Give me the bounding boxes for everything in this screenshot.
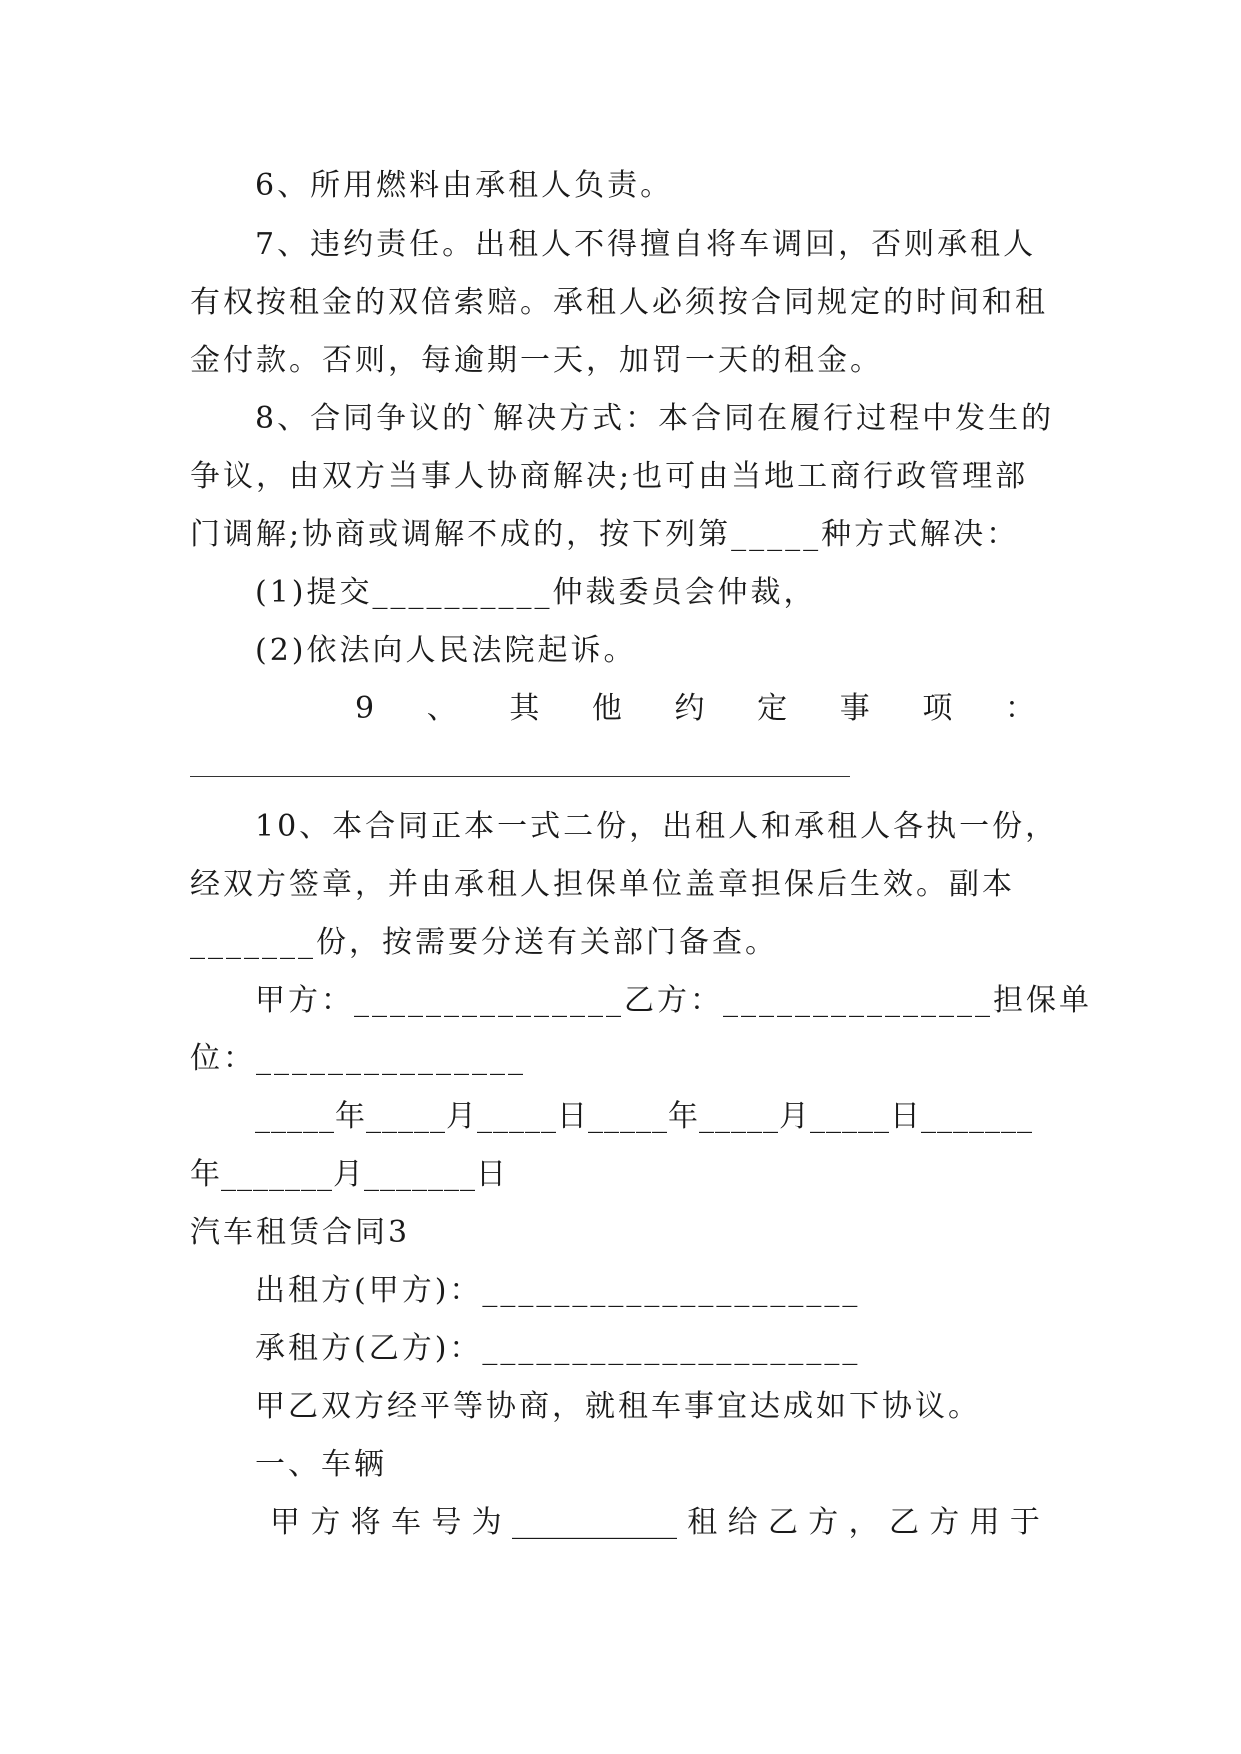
body-char: 租 <box>687 1505 718 1540</box>
body-char: 方 <box>310 1505 341 1540</box>
date-line-1: _____年_____月_____日_____年_____月_____日_______ <box>255 1099 1033 1134</box>
contract-3-title: 汽车租赁合同3 <box>190 1215 411 1250</box>
body-char: 号 <box>431 1505 462 1540</box>
clause-10-line-1: 10、本合同正本一式二份，出租人和承租人各执一份， <box>255 809 1059 844</box>
clause-8-line-3: 门调解;协商或调解不成的，按下列第_____种方式解决： <box>190 517 1020 552</box>
clause-9-heading <box>355 689 1035 729</box>
body-char: 方 <box>808 1505 839 1540</box>
clause-8-line-2: 争议，由双方当事人协商解决;也可由当地工商行政管理部 <box>190 459 1029 494</box>
body-char: 给 <box>727 1505 758 1540</box>
signature-line-2: 位：_______________ <box>190 1041 526 1076</box>
signature-line-1: 甲方：_______________乙方：_______________担保单 <box>255 983 1092 1018</box>
body-char: ， <box>848 1505 879 1540</box>
clause-9-char: 其 <box>509 691 540 726</box>
date-line-2: 年_______月_______日 <box>190 1157 507 1192</box>
section-1-body-line <box>270 1503 1040 1543</box>
clause-9-char: ： <box>1004 691 1035 726</box>
lessor-line: 出租方(甲方)：_____________________ <box>255 1273 861 1308</box>
clause-9-char: 约 <box>674 691 705 726</box>
clause-9-char: 他 <box>591 691 622 726</box>
body-blank: ___________ <box>511 1505 677 1540</box>
clause-7-line-1: 7、违约责任。出租人不得擅自将车调回，否则承租人 <box>255 227 1037 262</box>
clause-9-char: 事 <box>839 691 870 726</box>
clause-9-char: 项 <box>922 691 953 726</box>
body-char: 将 <box>350 1505 381 1540</box>
agreement-intro: 甲乙双方经平等协商，就租车事宜达成如下协议。 <box>255 1389 981 1424</box>
clause-7-line-2: 有权按租金的双倍索赔。承租人必须按合同规定的时间和租 <box>190 285 1048 320</box>
clause-9-char: 9 <box>355 691 375 726</box>
clause-8-line-1: 8、合同争议的`解决方式：本合同在履行过程中发生的 <box>255 401 1055 436</box>
body-char: 甲 <box>270 1505 300 1540</box>
clause-10-line-2: 经双方签章，并由承租人担保单位盖章担保后生效。副本 <box>190 867 1015 902</box>
clause-8-option-1: (1)提交__________仲裁委员会仲裁， <box>255 575 817 610</box>
body-char: 乙 <box>767 1505 798 1540</box>
clause-9-char: 、 <box>426 691 457 726</box>
body-char: 方 <box>929 1505 960 1540</box>
body-char: 车 <box>390 1505 421 1540</box>
clause-9-blank-line <box>190 776 850 777</box>
clause-10-line-3: _______份，按需要分送有关部门备查。 <box>190 925 778 960</box>
section-1-heading: 一、车辆 <box>255 1447 387 1482</box>
body-char: 为 <box>471 1505 502 1540</box>
lessee-line: 承租方(乙方)：_____________________ <box>255 1331 861 1366</box>
clause-9-char: 定 <box>757 691 788 726</box>
body-char: 乙 <box>888 1505 919 1540</box>
clause-7-line-3: 金付款。否则，每逾期一天，加罚一天的租金。 <box>190 343 883 378</box>
clause-8-option-2: (2)依法向人民法院起诉。 <box>255 633 637 668</box>
clause-6: 6、所用燃料由承租人负责。 <box>255 168 674 203</box>
body-char: 于 <box>1009 1505 1040 1540</box>
body-char: 用 <box>969 1505 1000 1540</box>
